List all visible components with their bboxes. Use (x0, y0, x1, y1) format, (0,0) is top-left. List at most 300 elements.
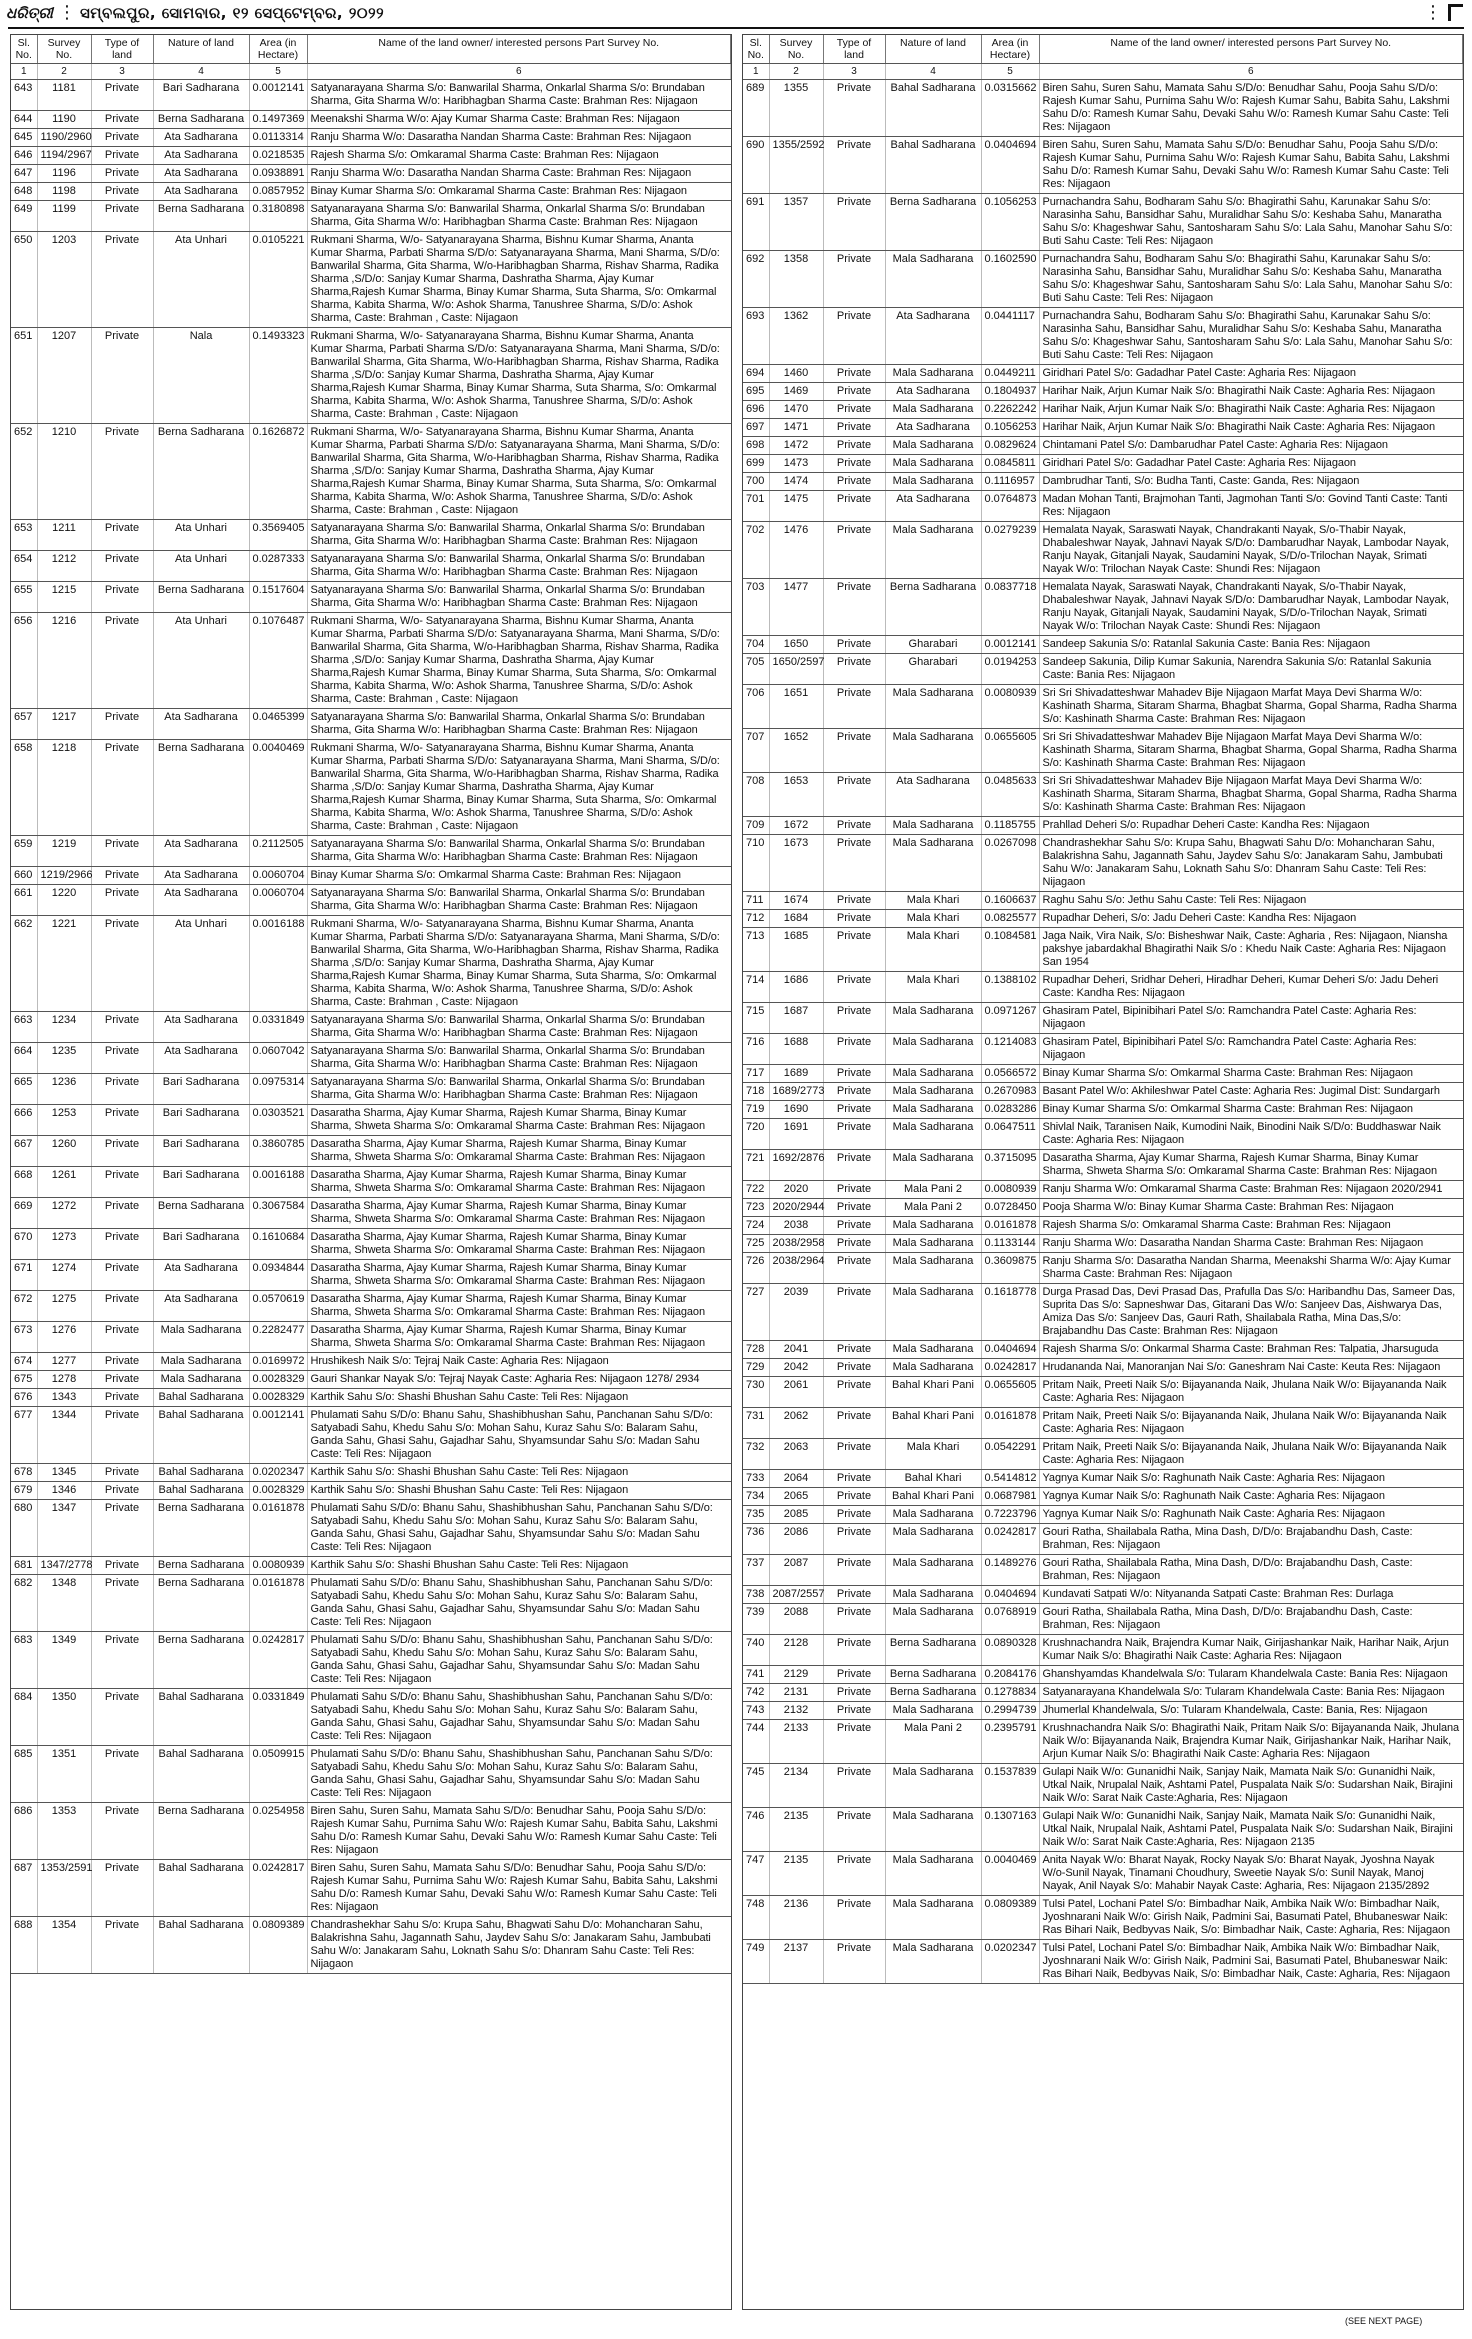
header-sl-no: Sl. No. (743, 35, 769, 64)
area-cell: 0.0242817 (981, 1524, 1039, 1555)
table-row (11, 183, 731, 201)
survey-no-cell: 1234 (37, 1012, 91, 1043)
survey-no-cell: 2088 (769, 1604, 823, 1635)
survey-no-cell: 1219/2966 (37, 867, 91, 885)
survey-no-cell: 1198 (37, 183, 91, 201)
type-of-land-cell: Private (823, 892, 885, 910)
area-cell: 0.0012141 (981, 636, 1039, 654)
see-next-page-note: (SEE NEXT PAGE) (1345, 2316, 1423, 2326)
sl-no-cell: 686 (11, 1803, 37, 1860)
sl-no-cell: 701 (743, 491, 769, 522)
type-of-land-cell: Private (823, 1439, 885, 1470)
area-cell: 0.0764873 (981, 491, 1039, 522)
table-row (743, 473, 1463, 491)
type-of-land-cell: Private (823, 437, 885, 455)
nature-of-land-cell: Ata Unhari (153, 520, 249, 551)
sl-no-cell: 707 (743, 729, 769, 773)
table-row (743, 1666, 1463, 1684)
owner-name-cell: Dasaratha Sharma, Ajay Kumar Sharma, Rajesh Kumar Sharma, Binay Kumar Sharma, Shweta Sharma S/o: Omkaramal Sharma Caste: Brahman Res: Nijagaon (307, 1167, 731, 1198)
nature-of-land-cell: Mala Pani 2 (885, 1199, 981, 1217)
owner-name-cell: Purnachandra Sahu, Bodharam Sahu S/o: Bhagirathi Sahu, Karunakar Sahu S/o: Narasinha Sahu, Bansidhar Sahu, Muralidhar Sahu S/o: Keshaba Sahu, Manaratha Sahu S/o: Khageshwar Sahu, Santosharam Sahu S/o: Lala Sahu, Manohar Sahu S/o: Buti Sahu Caste: Teli Res: Nijagaon (1039, 251, 1463, 308)
separator-dots: ⋮ (58, 2, 76, 23)
nature-of-land-cell: Mala Sadharana (885, 251, 981, 308)
nature-of-land-cell: Ata Sadharana (153, 1012, 249, 1043)
sl-no-cell: 646 (11, 147, 37, 165)
owner-name-cell: Sri Sri Shivadatteshwar Mahadev Bije Nijagaon Marfat Maya Devi Sharma W/o: Kashinath Sharma, Sitaram Sharma, Bhagbat Sharma, Gopal Sharma, Radha Sharma S/o: Kashinath Sharma Caste: Brahman Res: Nijagaon (1039, 729, 1463, 773)
owner-name-cell: Rukmani Sharma, W/o- Satyanarayana Sharma, Bishnu Kumar Sharma, Ananta Kumar Sharma, Parbati Sharma S/D/o: Satyanarayana Sharma, Mani Sharma, S/D/o: Banwarilal Sharma, Gita Sharma, W/o-Haribhagban Sharma, Rishav Sharma, Radika Sharma ,S/D/o: Sanjay Kumar Sharma, Dashratha Sharma, Ajay Kumar Sharma,Rajesh Kumar Sharma, Binay Kumar Sharma, Suta Sharma, S/o: Omkarmal Sharma, Kabita Sharma, W/o: Ashok Sharma, Tanushree Sharma, S/D/o: Ashok Sharma, Caste: Brahman , Caste: Nijagaon (307, 328, 731, 424)
owner-name-cell: Dasaratha Sharma, Ajay Kumar Sharma, Rajesh Kumar Sharma, Binay Kumar Sharma, Shweta Sharma S/o: Omkaramal Sharma Caste: Brahman Res: Nijagaon (307, 1105, 731, 1136)
table-row (743, 1524, 1463, 1555)
table-row (11, 1500, 731, 1557)
nature-of-land-cell: Mala Sadharana (153, 1371, 249, 1389)
owner-name-cell: Phulamati Sahu S/D/o: Bhanu Sahu, Shashibhushan Sahu, Panchanan Sahu S/D/o: Satyabadi Sahu, Khedu Sahu S/o: Mohan Sahu, Kuraz Sahu S/o: Balaram Sahu, Ganda Sahu, Ghasi Sahu, Gajadhar Sahu, Shyamsundar Sahu S/o: Madan Sahu Caste: Teli Res: Nijagaon (307, 1500, 731, 1557)
sl-no-cell: 654 (11, 551, 37, 582)
survey-no-cell: 1273 (37, 1229, 91, 1260)
table-row (743, 1199, 1463, 1217)
table-row (743, 251, 1463, 308)
nature-of-land-cell: Mala Sadharana (885, 1808, 981, 1852)
area-cell: 0.0242817 (981, 1359, 1039, 1377)
dateline: ସମ୍ବଲପୁର, ସୋମବାର, ୧୨ ସେପ୍ଟେମ୍ବର, ୨୦୨୨ (80, 4, 385, 22)
nature-of-land-cell: Bahal Sadharana (153, 1407, 249, 1464)
sl-no-cell: 747 (743, 1852, 769, 1896)
type-of-land-cell: Private (91, 1482, 153, 1500)
survey-no-cell: 1692/2876 (769, 1150, 823, 1181)
table-row (11, 613, 731, 709)
sl-no-cell: 676 (11, 1389, 37, 1407)
area-cell: 0.3067584 (249, 1198, 307, 1229)
sl-no-cell: 683 (11, 1632, 37, 1689)
owner-name-cell: Dasaratha Sharma, Ajay Kumar Sharma, Rajesh Kumar Sharma, Binay Kumar Sharma, Shweta Sharma S/o: Omkaramal Sharma Caste: Brahman Res: Nijagaon (1039, 1150, 1463, 1181)
type-of-land-cell: Private (91, 1557, 153, 1575)
owner-name-cell: Binay Kumar Sharma S/o: Omkarmal Sharma Caste: Brahman Res: Nijagaon (1039, 1101, 1463, 1119)
owner-name-cell: Dasaratha Sharma, Ajay Kumar Sharma, Rajesh Kumar Sharma, Binay Kumar Sharma, Shweta Sharma S/o: Omkaramal Sharma Caste: Brahman Res: Nijagaon (307, 1260, 731, 1291)
table-row (11, 1371, 731, 1389)
area-cell: 0.1214083 (981, 1034, 1039, 1065)
survey-no-cell: 2038 (769, 1217, 823, 1235)
table-row (743, 910, 1463, 928)
header-area: Area (in Hectare) (249, 35, 307, 64)
survey-no-cell: 1477 (769, 579, 823, 636)
header-number: 2 (769, 64, 823, 80)
table-row (11, 1043, 731, 1074)
area-cell: 0.1626872 (249, 424, 307, 520)
table-row (11, 916, 731, 1012)
nature-of-land-cell: Ata Sadharana (153, 129, 249, 147)
table-row (11, 129, 731, 147)
owner-name-cell: Kundavati Satpati W/o: Nityananda Satpati Caste: Brahman Res: Durlaga (1039, 1586, 1463, 1604)
table-row (743, 972, 1463, 1003)
sl-no-cell: 671 (11, 1260, 37, 1291)
survey-no-cell: 2129 (769, 1666, 823, 1684)
nature-of-land-cell: Bari Sadharana (153, 1136, 249, 1167)
type-of-land-cell: Private (823, 1199, 885, 1217)
sl-no-cell: 664 (11, 1043, 37, 1074)
area-cell: 0.1056253 (981, 419, 1039, 437)
sl-no-cell: 696 (743, 401, 769, 419)
area-cell: 0.0570619 (249, 1291, 307, 1322)
table-row (11, 1575, 731, 1632)
nature-of-land-cell: Ata Sadharana (153, 709, 249, 740)
survey-no-cell: 1358 (769, 251, 823, 308)
survey-no-cell: 1344 (37, 1407, 91, 1464)
sl-no-cell: 643 (11, 80, 37, 111)
nature-of-land-cell: Mala Sadharana (885, 522, 981, 579)
header-type-of-land: Type of land (91, 35, 153, 64)
sl-no-cell: 705 (743, 654, 769, 685)
sl-no-cell: 699 (743, 455, 769, 473)
survey-no-cell: 2087/2557 (769, 1586, 823, 1604)
type-of-land-cell: Private (91, 1229, 153, 1260)
sl-no-cell: 669 (11, 1198, 37, 1229)
survey-no-cell: 1203 (37, 232, 91, 328)
type-of-land-cell: Private (823, 365, 885, 383)
area-cell: 0.0028329 (249, 1389, 307, 1407)
sl-no-cell: 703 (743, 579, 769, 636)
owner-name-cell: Giridhari Patel S/o: Gadadhar Patel Caste: Agharia Res: Nijagaon (1039, 365, 1463, 383)
area-cell: 0.3609875 (981, 1253, 1039, 1284)
type-of-land-cell: Private (91, 111, 153, 129)
type-of-land-cell: Private (91, 80, 153, 111)
type-of-land-cell: Private (91, 1105, 153, 1136)
header-survey-no: Survey No. (769, 35, 823, 64)
sl-no-cell: 687 (11, 1860, 37, 1917)
table-row (11, 1322, 731, 1353)
sl-no-cell: 737 (743, 1555, 769, 1586)
type-of-land-cell: Private (823, 1896, 885, 1940)
sl-no-cell: 711 (743, 892, 769, 910)
survey-no-cell: 1199 (37, 201, 91, 232)
type-of-land-cell: Private (91, 1803, 153, 1860)
type-of-land-cell: Private (823, 1284, 885, 1341)
owner-name-cell: Satyanarayana Sharma S/o: Banwarilal Sharma, Onkarlal Sharma S/o: Brundaban Sharma, Gita Sharma W/o: Haribhagban Sharma Caste: Brahman Res: Nijagaon (307, 1074, 731, 1105)
type-of-land-cell: Private (91, 520, 153, 551)
survey-no-cell: 1650 (769, 636, 823, 654)
nature-of-land-cell: Bari Sadharana (153, 80, 249, 111)
sl-no-cell: 745 (743, 1764, 769, 1808)
table-row (743, 773, 1463, 817)
owner-name-cell: Biren Sahu, Suren Sahu, Mamata Sahu S/D/o: Benudhar Sahu, Pooja Sahu S/D/o: Rajesh Kumar Sahu, Purnima Sahu W/o: Rajesh Kumar Sahu, Babita Sahu, Lakshmi Sahu D/o: Ramesh Kumar Sahu, Devaki Sahu W/o: Ramesh Kumar Sahu Caste: Teli Res: Nijagaon (307, 1860, 731, 1917)
table-row (743, 892, 1463, 910)
sl-no-cell: 729 (743, 1359, 769, 1377)
area-cell: 0.0607042 (249, 1043, 307, 1074)
area-cell: 0.3180898 (249, 201, 307, 232)
table-row (11, 1074, 731, 1105)
header-owner-name: Name of the land owner/ interested persons Part Survey No. (1039, 35, 1463, 64)
nature-of-land-cell: Mala Sadharana (885, 1940, 981, 1984)
owner-name-cell: Tulsi Patel, Lochani Patel S/o: Bimbadhar Naik, Ambika Naik W/o: Bimbadhar Naik, Jyoshnarani Naik W/o: Girish Naik, Padmini Sai, Basumati Patel, Bhubaneswar Naik: Ras Bihari Naik, Bedbyvas Naik, S/o: Bimbadhar Naik, Caste: Agharia, Res: Nijagaon (1039, 1896, 1463, 1940)
owner-name-cell: Harihar Naik, Arjun Kumar Naik S/o: Bhagirathi Naik Caste: Agharia Res: Nijagaon (1039, 383, 1463, 401)
nature-of-land-cell: Mala Sadharana (885, 1034, 981, 1065)
type-of-land-cell: Private (91, 201, 153, 232)
type-of-land-cell: Private (91, 1136, 153, 1167)
table-row (743, 1408, 1463, 1439)
sl-no-cell: 727 (743, 1284, 769, 1341)
sl-no-cell: 724 (743, 1217, 769, 1235)
sl-no-cell: 740 (743, 1635, 769, 1666)
nature-of-land-cell: Ata Sadharana (153, 1291, 249, 1322)
owner-name-cell: Dasaratha Sharma, Ajay Kumar Sharma, Rajesh Kumar Sharma, Binay Kumar Sharma, Shweta Sharma S/o: Omkaramal Sharma Caste: Brahman Res: Nijagaon (307, 1198, 731, 1229)
table-row (743, 1808, 1463, 1852)
sl-no-cell: 715 (743, 1003, 769, 1034)
nature-of-land-cell: Ata Sadharana (153, 836, 249, 867)
type-of-land-cell: Private (91, 885, 153, 916)
area-cell: 0.1602590 (981, 251, 1039, 308)
nature-of-land-cell: Mala Sadharana (885, 455, 981, 473)
owner-name-cell: Raghu Sahu S/o: Jethu Sahu Caste: Teli Res: Nijagaon (1039, 892, 1463, 910)
owner-name-cell: Ranju Sharma W/o: Dasaratha Nandan Sharma Caste: Brahman Res: Nijagaon (307, 165, 731, 183)
nature-of-land-cell: Mala Sadharana (885, 1284, 981, 1341)
survey-no-cell: 1181 (37, 80, 91, 111)
nature-of-land-cell: Mala Sadharana (885, 1083, 981, 1101)
survey-no-cell: 2137 (769, 1940, 823, 1984)
area-cell: 0.0060704 (249, 867, 307, 885)
nature-of-land-cell: Mala Sadharana (885, 1506, 981, 1524)
table-row (743, 636, 1463, 654)
sl-no-cell: 680 (11, 1500, 37, 1557)
type-of-land-cell: Private (91, 1353, 153, 1371)
survey-no-cell: 1469 (769, 383, 823, 401)
survey-no-cell: 1277 (37, 1353, 91, 1371)
type-of-land-cell: Private (91, 1389, 153, 1407)
survey-no-cell: 1190 (37, 111, 91, 129)
sl-no-cell: 672 (11, 1291, 37, 1322)
table-row (743, 1764, 1463, 1808)
area-cell: 0.1618778 (981, 1284, 1039, 1341)
nature-of-land-cell: Mala Sadharana (885, 1586, 981, 1604)
owner-name-cell: Binay Kumar Sharma S/o: Omkarmal Sharma Caste: Brahman Res: Nijagaon (307, 867, 731, 885)
area-cell: 0.2282477 (249, 1322, 307, 1353)
table-row (743, 1439, 1463, 1470)
area-cell: 0.2262242 (981, 401, 1039, 419)
table-row (743, 1284, 1463, 1341)
table-row (743, 1488, 1463, 1506)
area-cell: 0.1517604 (249, 582, 307, 613)
owner-name-cell: Pritam Naik, Preeti Naik S/o: Bijayananda Naik, Jhulana Naik W/o: Bijayananda Naik Caste: Agharia Res: Nijagaon (1039, 1439, 1463, 1470)
survey-no-cell: 1217 (37, 709, 91, 740)
area-cell: 0.1185755 (981, 817, 1039, 835)
nature-of-land-cell: Berna Sadharana (885, 1666, 981, 1684)
sl-no-cell: 726 (743, 1253, 769, 1284)
area-cell: 0.1388102 (981, 972, 1039, 1003)
survey-no-cell: 1347/2778 (37, 1557, 91, 1575)
type-of-land-cell: Private (823, 1377, 885, 1408)
nature-of-land-cell: Mala Sadharana (885, 365, 981, 383)
table-row (743, 685, 1463, 729)
survey-no-cell: 2134 (769, 1764, 823, 1808)
sl-no-cell: 723 (743, 1199, 769, 1217)
type-of-land-cell: Private (823, 654, 885, 685)
header-number: 4 (885, 64, 981, 80)
table-row (743, 1377, 1463, 1408)
owner-name-cell: Satyanarayana Sharma S/o: Banwarilal Sharma, Onkarlal Sharma S/o: Brundaban Sharma, Gita Sharma W/o: Haribhagban Sharma Caste: Brahman Res: Nijagaon (307, 80, 731, 111)
area-cell: 0.0404694 (981, 1586, 1039, 1604)
sl-no-cell: 744 (743, 1720, 769, 1764)
area-cell: 0.1056253 (981, 194, 1039, 251)
table-row (11, 1482, 731, 1500)
sl-no-cell: 713 (743, 928, 769, 972)
survey-no-cell: 1460 (769, 365, 823, 383)
nature-of-land-cell: Bahal Khari Pani (885, 1408, 981, 1439)
type-of-land-cell: Private (823, 80, 885, 137)
table-row (743, 1065, 1463, 1083)
type-of-land-cell: Private (91, 1407, 153, 1464)
survey-no-cell: 1196 (37, 165, 91, 183)
table-row (11, 709, 731, 740)
sl-no-cell: 679 (11, 1482, 37, 1500)
nature-of-land-cell: Mala Sadharana (885, 729, 981, 773)
owner-name-cell: Karthik Sahu S/o: Shashi Bhushan Sahu Caste: Teli Res: Nijagaon (307, 1464, 731, 1482)
nature-of-land-cell: Berna Sadharana (153, 740, 249, 836)
area-cell: 0.0161878 (981, 1408, 1039, 1439)
type-of-land-cell: Private (823, 1253, 885, 1284)
nature-of-land-cell: Mala Khari (885, 1439, 981, 1470)
owner-name-cell: Phulamati Sahu S/D/o: Bhanu Sahu, Shashibhushan Sahu, Panchanan Sahu S/D/o: Satyabadi Sahu, Khedu Sahu S/o: Mohan Sahu, Kuraz Sahu S/o: Balaram Sahu, Ganda Sahu, Ghasi Sahu, Gajadhar Sahu, Shyamsundar Sahu S/o: Madan Sahu Caste: Teli Res: Nijagaon (307, 1632, 731, 1689)
separator-dots-right: ⋮ (1424, 2, 1442, 23)
right-table-body (743, 80, 1463, 1984)
owner-name-cell: Meenakshi Sharma W/o: Ajay Kumar Sharma Caste: Brahman Res: Nijagaon (307, 111, 731, 129)
nature-of-land-cell: Mala Khari (885, 892, 981, 910)
sl-no-cell: 674 (11, 1353, 37, 1371)
type-of-land-cell: Private (823, 137, 885, 194)
survey-no-cell: 1689/2773 (769, 1083, 823, 1101)
table-row (11, 80, 731, 111)
survey-no-cell: 1350 (37, 1689, 91, 1746)
owner-name-cell: Ghasiram Patel, Bipinibihari Patel S/o: Ramchandra Patel Caste: Agharia Res: Nijagaon (1039, 1003, 1463, 1034)
nature-of-land-cell: Berna Sadharana (153, 1575, 249, 1632)
nature-of-land-cell: Mala Khari (885, 910, 981, 928)
owner-name-cell: Satyanarayana Sharma S/o: Banwarilal Sharma, Onkarlal Sharma S/o: Brundaban Sharma, Gita Sharma W/o: Haribhagban Sharma Caste: Brahman Res: Nijagaon (307, 201, 731, 232)
sl-no-cell: 721 (743, 1150, 769, 1181)
header-sl-no: Sl. No. (11, 35, 37, 64)
owner-name-cell: Tulsi Patel, Lochani Patel S/o: Bimbadhar Naik, Ambika Naik W/o: Bimbadhar Naik, Jyoshnarani Naik W/o: Girish Naik, Padmini Sai, Basumati Patel, Bhubaneswar Naik: Ras Bihari Naik, Bedbyvas Naik, S/o: Bimbadhar Naik, Caste: Agharia, Res: Nijagaon (1039, 1940, 1463, 1984)
area-cell: 0.0566572 (981, 1065, 1039, 1083)
owner-name-cell: Madan Mohan Tanti, Brajmohan Tanti, Jagmohan Tanti S/o: Govind Tanti Caste: Tanti Res: Nijagaon (1039, 491, 1463, 522)
area-cell: 0.7223796 (981, 1506, 1039, 1524)
type-of-land-cell: Private (91, 1689, 153, 1746)
owner-name-cell: Rajesh Sharma S/o: Omkaramal Sharma Caste: Brahman Res: Nijagaon (307, 147, 731, 165)
area-cell: 0.0016188 (249, 1167, 307, 1198)
type-of-land-cell: Private (823, 579, 885, 636)
header-owner-name: Name of the land owner/ interested persons Part Survey No. (307, 35, 731, 64)
nature-of-land-cell: Gharabari (885, 654, 981, 685)
nature-of-land-cell: Mala Sadharana (153, 1353, 249, 1371)
nature-of-land-cell: Mala Khari (885, 972, 981, 1003)
table-row (743, 1119, 1463, 1150)
sl-no-cell: 684 (11, 1689, 37, 1746)
owner-name-cell: Phulamati Sahu S/D/o: Bhanu Sahu, Shashibhushan Sahu, Panchanan Sahu S/D/o: Satyabadi Sahu, Khedu Sahu S/o: Mohan Sahu, Kuraz Sahu S/o: Balaram Sahu, Ganda Sahu, Ghasi Sahu, Gajadhar Sahu, Shyamsundar Sahu S/o: Madan Sahu Caste: Teli Res: Nijagaon (307, 1407, 731, 1464)
area-cell: 0.0971267 (981, 1003, 1039, 1034)
owner-name-cell: Hemalata Nayak, Saraswati Nayak, Chandrakanti Nayak, S/o-Thabir Nayak, Dhabaleshwar Nayak, Jahnavi Nayak S/D/o: Dambarudhar Nayak, Lambodar Nayak, Ranju Nayak, Gitanjali Nayak, Saudamini Nayak, S/D/o-Trilochan Nayak, Srimati Nayak W/o: Trilochan Nayak Caste: Shundi Res: Nijagaon (1039, 522, 1463, 579)
sl-no-cell: 749 (743, 1940, 769, 1984)
sl-no-cell: 661 (11, 885, 37, 916)
survey-no-cell: 1274 (37, 1260, 91, 1291)
table-row (743, 729, 1463, 773)
owner-name-cell: Harihar Naik, Arjun Kumar Naik S/o: Bhagirathi Naik Caste: Agharia Res: Nijagaon (1039, 419, 1463, 437)
nature-of-land-cell: Ata Sadharana (153, 147, 249, 165)
sl-no-cell: 746 (743, 1808, 769, 1852)
owner-name-cell: Pritam Naik, Preeti Naik S/o: Bijayananda Naik, Jhulana Naik W/o: Bijayananda Naik Caste: Agharia Res: Nijagaon (1039, 1377, 1463, 1408)
type-of-land-cell: Private (823, 1635, 885, 1666)
type-of-land-cell: Private (823, 928, 885, 972)
owner-name-cell: Anita Nayak W/o: Bharat Nayak, Rocky Nayak S/o: Bharat Nayak, Jyoshna Nayak W/o-Sunil Nayak, Tinamani Choudhury, Sweetie Nayak S/o: Sunil Nayak, Manoj Nayak, Anil Nayak S/o: Mahabir Nayak Caste: Agharia, Res: Nijagaon 2135/2892 (1039, 1852, 1463, 1896)
survey-no-cell: 1348 (37, 1575, 91, 1632)
type-of-land-cell: Private (823, 636, 885, 654)
table-row (743, 1684, 1463, 1702)
table-row (743, 80, 1463, 137)
owner-name-cell: Purnachandra Sahu, Bodharam Sahu S/o: Bhagirathi Sahu, Karunakar Sahu S/o: Narasinha Sahu, Bansidhar Sahu, Muralidhar Sahu S/o: Keshaba Sahu, Manaratha Sahu S/o: Khageshwar Sahu, Santosharam Sahu S/o: Lala Sahu, Manohar Sahu S/o: Buti Sahu Caste: Teli Res: Nijagaon (1039, 194, 1463, 251)
survey-no-cell: 2038/2964 (769, 1253, 823, 1284)
type-of-land-cell: Private (91, 1860, 153, 1917)
nature-of-land-cell: Mala Sadharana (885, 1764, 981, 1808)
area-cell: 0.0485633 (981, 773, 1039, 817)
header-survey-no: Survey No. (37, 35, 91, 64)
area-cell: 0.0768919 (981, 1604, 1039, 1635)
owner-name-cell: Ranju Sharma S/o: Dasaratha Nandan Sharma, Meenakshi Sharma W/o: Ajay Kumar Sharma Caste: Brahman Res: Nijagaon (1039, 1253, 1463, 1284)
survey-no-cell: 1275 (37, 1291, 91, 1322)
table-row (743, 1217, 1463, 1235)
type-of-land-cell: Private (823, 1764, 885, 1808)
sl-no-cell: 647 (11, 165, 37, 183)
sl-no-cell: 645 (11, 129, 37, 147)
area-cell: 0.0016188 (249, 916, 307, 1012)
sl-no-cell: 650 (11, 232, 37, 328)
table-row (743, 1083, 1463, 1101)
owner-name-cell: Durga Prasad Das, Devi Prasad Das, Prafulla Das S/o: Haribandhu Das, Sameer Das, Suprita Das S/o: Sapneshwar Das, Gitarani Das W/o: Sanjeev Das, Aishwarya Das, Amiza Das S/o: Sanjeev Das, Gauri Rath, Shailabala Ratha, Mina Das,S/o: Brajabandhu Das Caste: Brahman Res: Nijagaon (1039, 1284, 1463, 1341)
header-type-of-land: Type of land (823, 35, 885, 64)
owner-name-cell: Dambrudhar Tanti, S/o: Budha Tanti, Caste: Ganda, Res: Nijagaon (1039, 473, 1463, 491)
sl-no-cell: 702 (743, 522, 769, 579)
area-cell: 0.0267098 (981, 835, 1039, 892)
owner-name-cell: Basant Patel W/o: Akhileshwar Patel Caste: Agharia Res: Jugimal Dist: Sundargarh (1039, 1083, 1463, 1101)
area-cell: 0.0028329 (249, 1482, 307, 1500)
area-cell: 0.0404694 (981, 137, 1039, 194)
table-row (743, 1034, 1463, 1065)
table-row (743, 1181, 1463, 1199)
type-of-land-cell: Private (823, 1003, 885, 1034)
type-of-land-cell: Private (91, 1575, 153, 1632)
sl-no-cell: 718 (743, 1083, 769, 1101)
survey-no-cell: 2132 (769, 1702, 823, 1720)
type-of-land-cell: Private (91, 1632, 153, 1689)
survey-no-cell: 1689 (769, 1065, 823, 1083)
type-of-land-cell: Private (823, 1341, 885, 1359)
nature-of-land-cell: Mala Khari (885, 928, 981, 972)
nature-of-land-cell: Mala Sadharana (885, 1065, 981, 1083)
survey-no-cell: 2086 (769, 1524, 823, 1555)
table-row (11, 740, 731, 836)
area-cell: 0.0040469 (981, 1852, 1039, 1896)
sl-no-cell: 682 (11, 1575, 37, 1632)
survey-no-cell: 1353 (37, 1803, 91, 1860)
survey-no-cell: 2135 (769, 1852, 823, 1896)
owner-name-cell: Karthik Sahu S/o: Shashi Bhushan Sahu Caste: Teli Res: Nijagaon (307, 1482, 731, 1500)
sl-no-cell: 657 (11, 709, 37, 740)
nature-of-land-cell: Mala Sadharana (885, 1524, 981, 1555)
survey-no-cell: 2041 (769, 1341, 823, 1359)
area-cell: 0.2994739 (981, 1702, 1039, 1720)
survey-no-cell: 1216 (37, 613, 91, 709)
sl-no-cell: 656 (11, 613, 37, 709)
sl-no-cell: 734 (743, 1488, 769, 1506)
survey-no-cell: 1218 (37, 740, 91, 836)
owner-name-cell: Phulamati Sahu S/D/o: Bhanu Sahu, Shashibhushan Sahu, Panchanan Sahu S/D/o: Satyabadi Sahu, Khedu Sahu S/o: Mohan Sahu, Kuraz Sahu S/o: Balaram Sahu, Ganda Sahu, Ghasi Sahu, Gajadhar Sahu, Shyamsundar Sahu S/o: Madan Sahu Caste: Teli Res: Nijagaon (307, 1575, 731, 1632)
nature-of-land-cell: Berna Sadharana (153, 111, 249, 129)
header-number: 6 (307, 64, 731, 80)
nature-of-land-cell: Mala Sadharana (885, 1896, 981, 1940)
nature-of-land-cell: Mala Sadharana (885, 1253, 981, 1284)
nature-of-land-cell: Mala Pani 2 (885, 1181, 981, 1199)
